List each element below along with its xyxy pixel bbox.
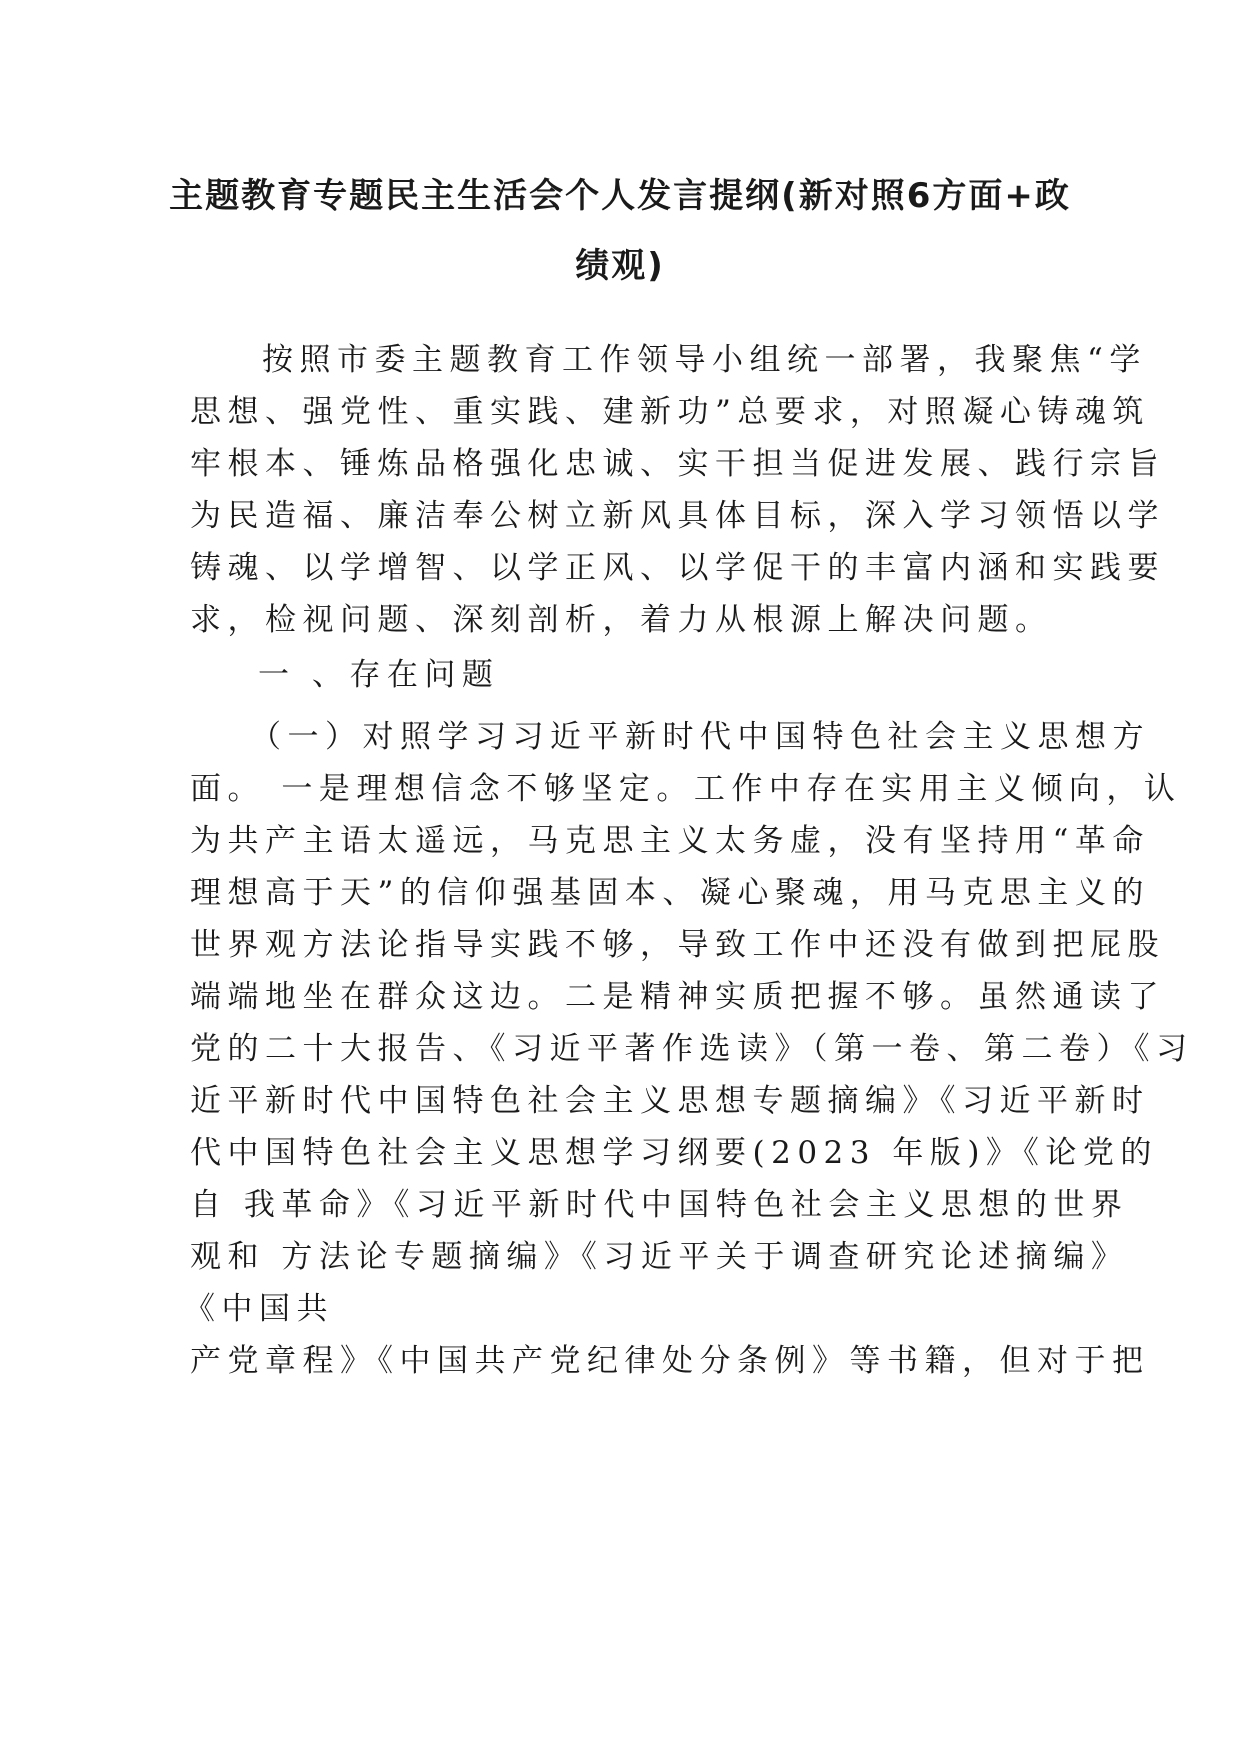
body-line: 近平新时代中国特色社会主义思想专题摘编》《习近平新时 xyxy=(190,1083,1150,1119)
body-line: 产党章程》《中国共产党纪律处分条例》等书籍，但对于把 xyxy=(190,1343,1150,1379)
body-line: 求，检视问题、深刻剖析，着力从根源上解决问题。 xyxy=(190,602,1053,638)
body-line: 代中国特色社会主义思想学习纲要(2023 年版)》《论党的 xyxy=(190,1135,1158,1171)
body-line: （一）对照学习习近平新时代中国特色社会主义思想方 xyxy=(250,719,1150,755)
body-line: 为民造福、廉洁奉公树立新风具体目标，深入学习领悟以学 xyxy=(190,498,1165,534)
body-line: 党的二十大报告、《习近平著作选读》（第一卷、第二卷）《习 xyxy=(190,1031,1194,1067)
body-line: 自 我革命》《习近平新时代中国特色社会主义思想的世界 xyxy=(190,1187,1129,1223)
body-line: 牢根本、锤炼品格强化忠诚、实干担当促进发展、践行宗旨 xyxy=(190,446,1165,482)
body-line: 按照市委主题教育工作领导小组统一部署，我聚焦“学 xyxy=(262,342,1147,378)
body-line: 《中国共 xyxy=(184,1291,334,1327)
section-heading: 一 、存在问题 xyxy=(258,657,500,693)
body-line: 面。 一是理想信念不够坚定。工作中存在实用主义倾向，认 xyxy=(190,771,1182,807)
body-line: 观和 方法论专题摘编》《习近平关于调查研究论述摘编》 xyxy=(190,1239,1129,1275)
body-line: 世界观方法论指导实践不够，导致工作中还没有做到把屁股 xyxy=(190,927,1165,963)
body-line: 铸魂、以学增智、以学正风、以学促干的丰富内涵和实践要 xyxy=(190,550,1165,586)
document-title-line-1: 主题教育专题民主生活会个人发言提纲(新对照6方面+政 xyxy=(169,176,1071,216)
document-title-line-2: 绩观) xyxy=(575,246,665,286)
body-line: 理想高于天”的信仰强基固本、凝心聚魂，用马克思主义的 xyxy=(190,875,1150,911)
body-line: 为共产主语太遥远，马克思主义太务虚，没有坚持用“革命 xyxy=(190,823,1150,859)
body-line: 思想、强党性、重实践、建新功”总要求，对照凝心铸魂筑 xyxy=(190,394,1150,430)
body-line: 端端地坐在群众这边。二是精神实质把握不够。虽然通读了 xyxy=(190,979,1165,1015)
